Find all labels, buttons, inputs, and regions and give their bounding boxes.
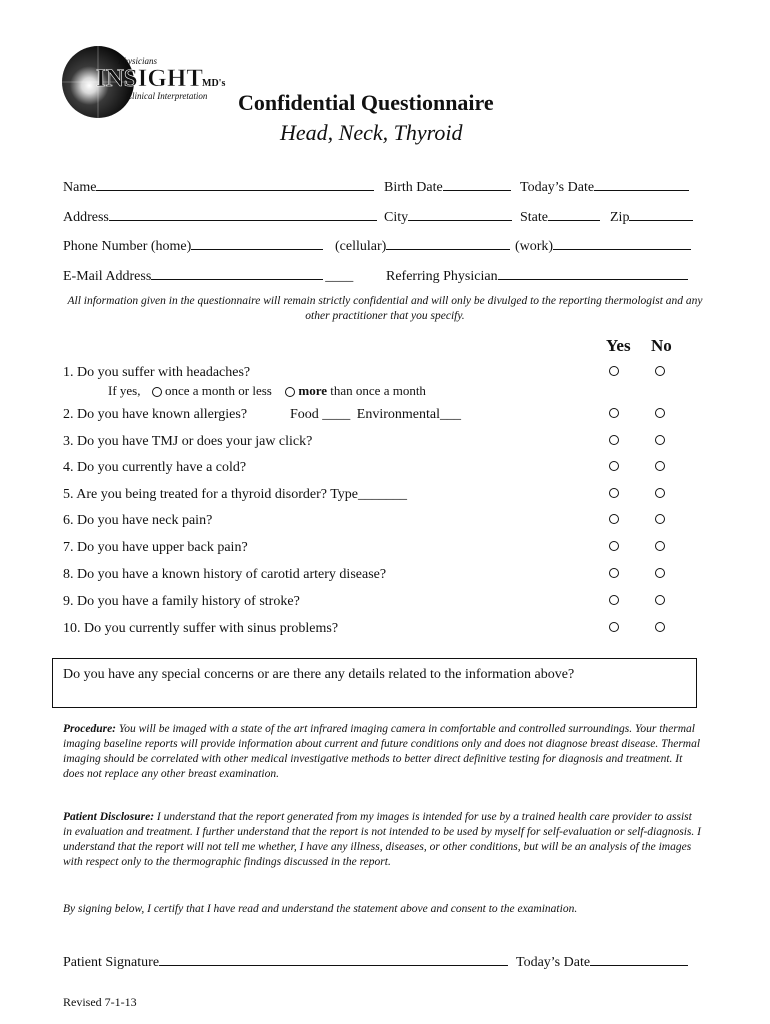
question-2: 2. Do you have known allergies? [63,407,248,422]
logo-main-text: INSIGHT [96,65,203,92]
patient-signature-line[interactable] [159,953,508,966]
signature-date-label: Today’s Date [516,955,591,970]
name-field[interactable] [63,178,374,196]
yes-column-header: Yes [606,336,631,355]
patient-disclosure-label: Patient Disclosure: [63,811,155,823]
revision-note: Revised 7-1-13 [63,995,137,1009]
special-concerns-box[interactable] [52,658,697,708]
work-line[interactable] [553,237,691,250]
name-line[interactable] [96,178,374,191]
referring-physician-line[interactable] [498,267,688,280]
question-5: 5. Are you being treated for a thyroid disorder? Type_______ [63,487,408,502]
q7-no-radio[interactable] [655,541,665,551]
cellular-field[interactable] [335,237,510,255]
environmental-allergy-label: Environmental___ [356,407,461,422]
address-field[interactable] [63,208,377,226]
birth-date-field[interactable] [384,178,511,196]
q4-no-radio[interactable] [655,461,665,471]
name-label: Name [63,180,97,195]
todays-date-line[interactable] [594,178,689,191]
q8-yes-radio[interactable] [609,568,619,578]
question-8: 8. Do you have a known history of carotid artery disease? [63,567,387,582]
phone-home-field[interactable] [63,237,323,255]
page-subtitle: Head, Neck, Thyroid [280,120,463,145]
email-label: E-Mail Address [63,269,152,284]
cellular-line[interactable] [386,237,510,250]
state-label: State [520,210,548,225]
q2-no-radio[interactable] [655,408,665,418]
q6-yes-radio[interactable] [609,514,619,524]
cellular-label: (cellular) [335,239,387,254]
page-title: Confidential Questionnaire [238,90,494,115]
birth-date-line[interactable] [443,178,511,191]
once-a-month-label: once a month or less [165,383,272,398]
procedure-paragraph [63,722,703,782]
question-6: 6. Do you have neck pain? [63,513,213,528]
birth-date-label: Birth Date [384,180,443,195]
q9-yes-radio[interactable] [609,595,619,605]
q2-yes-radio[interactable] [609,408,619,418]
city-line[interactable] [408,208,512,221]
work-field[interactable] [515,237,691,255]
todays-date-field[interactable] [520,178,689,196]
referring-physician-field[interactable] [386,267,688,285]
question-9: 9. Do you have a family history of stroke? [63,594,300,609]
patient-signature-field[interactable] [63,953,508,971]
q1-yes-radio[interactable] [609,366,619,376]
email-line[interactable] [151,267,323,280]
todays-date-label: Today’s Date [520,180,595,195]
logo-top-text: Physicians [118,56,157,66]
address-label: Address [63,210,109,225]
zip-line[interactable] [629,208,693,221]
more-than-once-radio[interactable] [285,387,295,397]
state-line[interactable] [548,208,600,221]
q5-yes-radio[interactable] [609,488,619,498]
phone-home-line[interactable] [191,237,323,250]
signature-date-field[interactable] [516,953,688,971]
q3-yes-radio[interactable] [609,435,619,445]
q10-yes-radio[interactable] [609,622,619,632]
referring-physician-label: Referring Physician [386,269,498,284]
question-7: 7. Do you have upper back pain? [63,540,248,555]
q3-no-radio[interactable] [655,435,665,445]
more-than-once-label: than once a month [330,383,426,398]
logo-bottom-text: Clinical Interpretation [126,91,208,101]
q7-yes-radio[interactable] [609,541,619,551]
q4-yes-radio[interactable] [609,461,619,471]
email-blank: ____ [325,269,354,284]
zip-field[interactable] [610,208,693,226]
q6-no-radio[interactable] [655,514,665,524]
special-concerns-prompt: Do you have any special concerns or are there any details related to the information above? [63,667,575,682]
patient-signature-label: Patient Signature [63,955,160,970]
more-label: more [298,383,328,398]
once-a-month-radio[interactable] [152,387,162,397]
insight-mds-logo [62,44,237,120]
patient-disclosure-paragraph [63,810,703,870]
phone-home-label: Phone Number (home) [63,239,192,254]
city-label: City [384,210,409,225]
work-label: (work) [515,239,554,254]
signature-date-line[interactable] [590,953,688,966]
q5-no-radio[interactable] [655,488,665,498]
q9-no-radio[interactable] [655,595,665,605]
q8-no-radio[interactable] [655,568,665,578]
question-1: 1. Do you suffer with headaches? [63,365,251,380]
question-3: 3. Do you have TMJ or does your jaw click? [63,434,313,449]
patient-disclosure-text: I understand that the report generated from my images is intended for use by a trained health care provider to assist in evaluation and treatment. I further understand that the report is not intended to be used by myself for self-evaluation or self-diagnosis. I understand that the report will not tell me whether, I have any illness, diseases, or other conditions, but will be an analysis of the images with respect only to the thermographic findings discussed in the report. [63,811,701,868]
procedure-label: Procedure: [63,723,117,735]
city-field[interactable] [384,208,512,226]
address-line[interactable] [109,208,377,221]
q10-no-radio[interactable] [655,622,665,632]
q1-no-radio[interactable] [655,366,665,376]
procedure-text: You will be imaged with a state of the art infrared imaging camera in comfortable and controlled surroundings. Your thermal imaging baseline reports will provide information about current and future conditions only and does not diagnose breast disease. Thermal imaging should be correlated with other medical investigative methods to better direct definitive testing for diagnosis and treatment. It does not replace any other breast examination. [63,723,701,780]
allergy-types [290,407,461,423]
headache-frequency [108,383,426,399]
if-yes-label: If yes, [108,383,141,398]
email-field[interactable] [63,267,353,285]
question-10: 10. Do you currently suffer with sinus problems? [63,621,339,636]
question-4: 4. Do you currently have a cold? [63,460,247,475]
confidentiality-note: All information given in the questionnaire will remain strictly confidential and will only be divulged to the reporting thermologist and any other practitioner that you specify. [67,295,703,322]
logo-suffix-text: MD's [202,78,226,89]
zip-label: Zip [610,210,630,225]
food-allergy-label: Food ____ [290,407,351,422]
state-field[interactable] [520,208,600,226]
no-column-header: No [651,336,672,355]
certification-statement: By signing below, I certify that I have read and understand the statement above and consent to the examination. [63,903,578,915]
